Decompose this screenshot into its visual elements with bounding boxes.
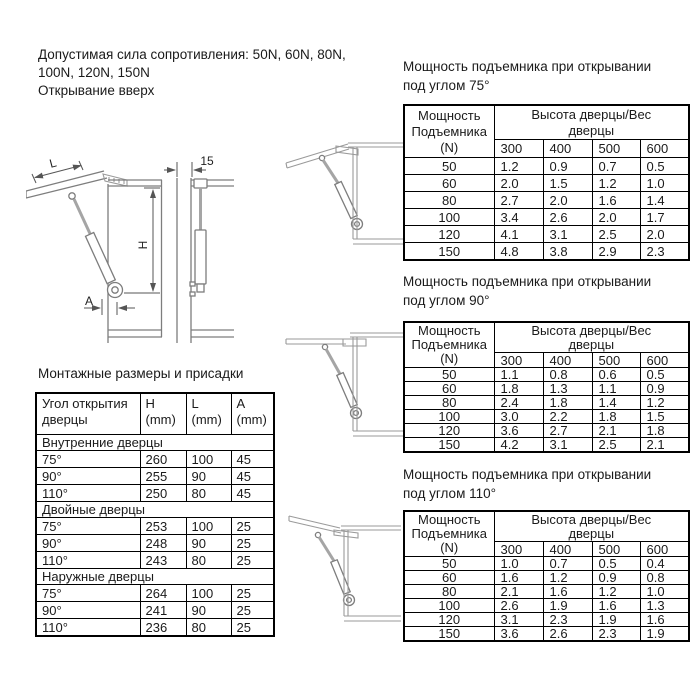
label-L: L <box>47 155 59 171</box>
cell: 2.3 <box>640 243 689 261</box>
cell: 150 <box>404 627 494 642</box>
power-table-90 <box>403 321 690 453</box>
gas-strut <box>69 193 123 298</box>
table-row <box>404 599 689 613</box>
cell: 0.8 <box>543 368 592 382</box>
table-row <box>36 552 274 569</box>
table-row <box>404 627 689 642</box>
cell: 80 <box>404 585 494 599</box>
cell: 90° <box>36 468 140 485</box>
table-row <box>404 438 689 453</box>
header-height-weight: Высота дверцы/Вес дверцы <box>494 511 689 542</box>
cell: 0.5 <box>640 158 689 175</box>
power-table-90-title <box>403 272 651 310</box>
cell: 25 <box>231 602 274 619</box>
table-row <box>404 243 689 261</box>
cell: 1.2 <box>494 158 543 175</box>
table-header-row <box>404 322 689 353</box>
cell: 2.1 <box>592 424 640 438</box>
main-dimension-diagram <box>26 134 240 348</box>
cell: 0.9 <box>592 571 640 585</box>
cell: 120 <box>404 226 494 243</box>
intro-text <box>38 46 346 100</box>
cabinet-carcass <box>108 180 162 343</box>
cell: 25 <box>231 518 274 535</box>
door-panel-open <box>26 171 107 198</box>
cell: 100 <box>404 209 494 226</box>
cell: 100 <box>186 451 231 468</box>
cell: 1.5 <box>640 410 689 424</box>
cell: 1.3 <box>640 599 689 613</box>
cell: 400 <box>543 542 592 557</box>
cell: 100 <box>404 410 494 424</box>
section-label: Внутренние дверцы <box>36 435 274 451</box>
cell: 1.0 <box>640 175 689 192</box>
cell: 2.6 <box>543 209 592 226</box>
title-line: под углом 90° <box>403 293 490 308</box>
cell: 1.5 <box>543 175 592 192</box>
cell: 4.1 <box>494 226 543 243</box>
cell: 0.5 <box>640 368 689 382</box>
cell: 1.8 <box>543 396 592 410</box>
power-table-110-title <box>403 465 651 503</box>
cell: 2.6 <box>494 599 543 613</box>
cell: 25 <box>231 552 274 569</box>
cell: 260 <box>140 451 186 468</box>
dimension-15 <box>164 154 214 177</box>
table-row <box>36 535 274 552</box>
cell: 80 <box>186 485 231 502</box>
label-A: A <box>84 294 94 308</box>
header-angle: Угол открытия дверцы <box>36 393 140 435</box>
cell: 60 <box>404 382 494 396</box>
table-row <box>404 396 689 410</box>
table-row <box>404 382 689 396</box>
header-height-weight: Высота дверцы/Вес дверцы <box>494 105 689 140</box>
table-row <box>404 571 689 585</box>
cell: 120 <box>404 613 494 627</box>
cell: 80 <box>404 192 494 209</box>
cell: 0.9 <box>543 158 592 175</box>
cell: 2.4 <box>494 396 543 410</box>
table-row <box>404 209 689 226</box>
cell: 1.6 <box>543 585 592 599</box>
table-row <box>404 613 689 627</box>
cell: 3.8 <box>543 243 592 261</box>
cell: 1.6 <box>494 571 543 585</box>
table-header-row <box>36 393 274 435</box>
cell: 1.0 <box>494 557 543 571</box>
cell: 600 <box>640 542 689 557</box>
header-H: H (mm) <box>140 393 186 435</box>
cell: 110° <box>36 552 140 569</box>
power-table-110 <box>403 510 690 642</box>
cell: 3.6 <box>494 424 543 438</box>
cell: 1.8 <box>640 424 689 438</box>
power-table-75 <box>403 104 690 261</box>
cell: 100 <box>186 585 231 602</box>
header-A: A (mm) <box>231 393 274 435</box>
table-row <box>404 175 689 192</box>
cell: 75° <box>36 451 140 468</box>
cell: 75° <box>36 585 140 602</box>
cell: 236 <box>140 619 186 637</box>
table-row <box>404 368 689 382</box>
cell: 264 <box>140 585 186 602</box>
cell: 500 <box>592 542 640 557</box>
cell: 1.4 <box>592 396 640 410</box>
cell: 80 <box>186 552 231 569</box>
diagram-open-75 <box>278 136 403 266</box>
cell: 2.9 <box>592 243 640 261</box>
table-row <box>404 226 689 243</box>
cell: 2.1 <box>640 438 689 453</box>
cell: 1.9 <box>543 599 592 613</box>
header-power: Мощность Подъемника (N) <box>404 322 494 368</box>
cell: 3.6 <box>494 627 543 642</box>
cell: 90 <box>186 602 231 619</box>
cell: 1.2 <box>592 585 640 599</box>
cell: 1.8 <box>592 410 640 424</box>
intro-line-3: Открывание вверх <box>38 83 155 98</box>
cell: 2.5 <box>592 226 640 243</box>
cell: 1.9 <box>640 627 689 642</box>
cell: 3.0 <box>494 410 543 424</box>
cell: 90 <box>186 535 231 552</box>
cell: 241 <box>140 602 186 619</box>
cell: 110° <box>36 619 140 637</box>
title-line: Мощность подъемника при открывании <box>403 467 652 482</box>
cell: 25 <box>231 619 274 637</box>
cell: 600 <box>640 353 689 368</box>
header-power: Мощность Подъемника (N) <box>404 105 494 158</box>
cell: 120 <box>404 424 494 438</box>
table-row <box>404 192 689 209</box>
side-view-strut <box>190 179 207 296</box>
table-row <box>404 424 689 438</box>
cell: 4.8 <box>494 243 543 261</box>
cell: 243 <box>140 552 186 569</box>
cell: 90° <box>36 535 140 552</box>
cell: 50 <box>404 557 494 571</box>
cell: 75° <box>36 518 140 535</box>
section-row <box>36 435 274 451</box>
cell: 80 <box>404 396 494 410</box>
cell: 3.4 <box>494 209 543 226</box>
cell: 2.0 <box>543 192 592 209</box>
cell: 2.3 <box>543 613 592 627</box>
cell: 1.6 <box>592 192 640 209</box>
title-line: Мощность подъемника при открывании <box>403 274 652 289</box>
diagram-open-110 <box>276 498 401 628</box>
cell: 0.6 <box>592 368 640 382</box>
title-line: под углом 75° <box>403 78 490 93</box>
cell: 45 <box>231 485 274 502</box>
cell: 1.0 <box>640 585 689 599</box>
cell: 255 <box>140 468 186 485</box>
cell: 60 <box>404 571 494 585</box>
cell: 300 <box>494 542 543 557</box>
cell: 80 <box>186 619 231 637</box>
cell: 400 <box>543 140 592 158</box>
power-table-75-title <box>403 57 651 95</box>
cell: 1.4 <box>640 192 689 209</box>
cell: 250 <box>140 485 186 502</box>
intro-line-1: Допустимая сила сопротивления: 50N, 60N, 80N, <box>38 47 346 62</box>
cell: 2.0 <box>592 209 640 226</box>
cell: 150 <box>404 243 494 261</box>
cell: 100 <box>404 599 494 613</box>
cell: 90° <box>36 602 140 619</box>
cell: 1.2 <box>640 396 689 410</box>
cell: 90 <box>186 468 231 485</box>
cell: 4.2 <box>494 438 543 453</box>
cell: 60 <box>404 175 494 192</box>
cell: 2.7 <box>543 424 592 438</box>
cell: 45 <box>231 451 274 468</box>
table-row <box>36 585 274 602</box>
cell: 1.6 <box>592 599 640 613</box>
cell: 110° <box>36 485 140 502</box>
cell: 2.7 <box>494 192 543 209</box>
dimension-A <box>84 294 135 315</box>
header-L: L (mm) <box>186 393 231 435</box>
cell: 2.2 <box>543 410 592 424</box>
cell: 2.1 <box>494 585 543 599</box>
cell: 300 <box>494 140 543 158</box>
section-row <box>36 502 274 518</box>
diagram-open-90 <box>278 316 403 446</box>
cell: 25 <box>231 585 274 602</box>
cell: 0.8 <box>640 571 689 585</box>
cell: 500 <box>592 140 640 158</box>
table-row <box>404 158 689 175</box>
cell: 0.4 <box>640 557 689 571</box>
table-header-row <box>404 511 689 542</box>
table-row <box>36 619 274 637</box>
cell: 1.9 <box>592 613 640 627</box>
cell: 2.5 <box>592 438 640 453</box>
table-row <box>404 410 689 424</box>
cell: 25 <box>231 535 274 552</box>
cell: 50 <box>404 158 494 175</box>
cell: 1.3 <box>543 382 592 396</box>
cell: 248 <box>140 535 186 552</box>
table-row <box>404 557 689 571</box>
header-power: Мощность Подъемника (N) <box>404 511 494 557</box>
mounting-title: Монтажные размеры и присадки <box>38 366 244 381</box>
label-15: 15 <box>200 154 214 168</box>
cell: 3.1 <box>494 613 543 627</box>
header-height-weight: Высота дверцы/Вес дверцы <box>494 322 689 353</box>
cell: 2.0 <box>494 175 543 192</box>
cell: 1.6 <box>640 613 689 627</box>
cell: 100 <box>186 518 231 535</box>
table-row <box>36 485 274 502</box>
cell: 1.1 <box>494 368 543 382</box>
mounting-table <box>35 392 275 637</box>
cell: 50 <box>404 368 494 382</box>
table-row <box>36 451 274 468</box>
dimension-H <box>124 188 160 293</box>
title-line: под углом 110° <box>403 486 497 501</box>
table-row <box>36 602 274 619</box>
section-label: Двойные дверцы <box>36 502 274 518</box>
title-line: Мощность подъемника при открывании <box>403 59 652 74</box>
cell: 2.6 <box>543 627 592 642</box>
intro-line-2: 100N, 120N, 150N <box>38 65 150 80</box>
cell: 1.7 <box>640 209 689 226</box>
cell: 45 <box>231 468 274 485</box>
cell: 0.7 <box>592 158 640 175</box>
table-header-row <box>404 105 689 140</box>
cell: 600 <box>640 140 689 158</box>
cell: 1.8 <box>494 382 543 396</box>
cell: 1.2 <box>543 571 592 585</box>
cell: 150 <box>404 438 494 453</box>
cell: 3.1 <box>543 226 592 243</box>
cell: 1.2 <box>592 175 640 192</box>
cell: 0.7 <box>543 557 592 571</box>
section-row <box>36 569 274 585</box>
section-label: Наружные дверцы <box>36 569 274 585</box>
label-H: H <box>136 240 150 250</box>
cell: 3.1 <box>543 438 592 453</box>
cell: 300 <box>494 353 543 368</box>
table-row <box>36 518 274 535</box>
table-row <box>36 468 274 485</box>
cell: 500 <box>592 353 640 368</box>
table-row <box>404 585 689 599</box>
cell: 2.0 <box>640 226 689 243</box>
cell: 400 <box>543 353 592 368</box>
cell: 0.5 <box>592 557 640 571</box>
cell: 1.1 <box>592 382 640 396</box>
cell: 253 <box>140 518 186 535</box>
cell: 2.3 <box>592 627 640 642</box>
cell: 0.9 <box>640 382 689 396</box>
